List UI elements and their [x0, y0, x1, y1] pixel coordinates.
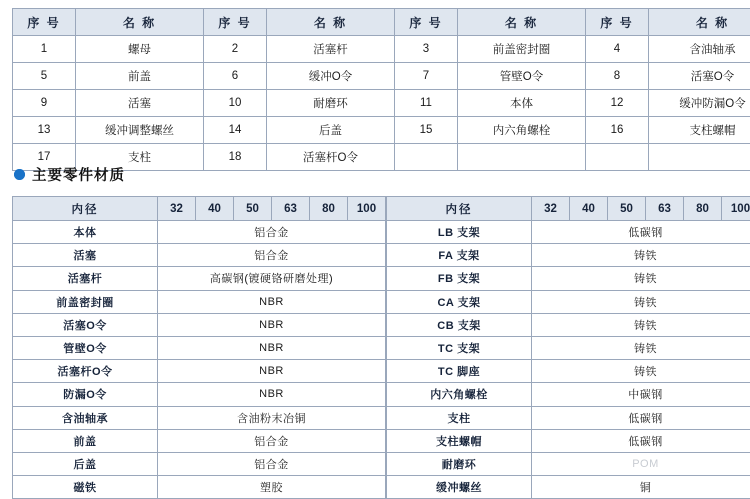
cell-no-empty — [395, 144, 458, 171]
row-label: 活塞 — [13, 244, 158, 267]
row-value: 铸铁 — [532, 360, 750, 383]
header-size-100: 100 — [348, 197, 386, 221]
table-row — [13, 267, 386, 290]
row-value: 高碳钢(镀硬铬研磨处理) — [158, 267, 386, 290]
table-row — [13, 290, 386, 313]
cell-no: 5 — [13, 63, 76, 90]
cell-name-empty — [458, 144, 586, 171]
table-row — [13, 406, 386, 429]
row-label: 活塞杆O令 — [13, 360, 158, 383]
material-table-left-container — [12, 196, 386, 499]
table-row — [387, 476, 750, 499]
row-label: 耐磨环 — [387, 452, 532, 475]
row-label: 活塞O令 — [13, 313, 158, 336]
cell-no: 15 — [395, 117, 458, 144]
material-left-body — [13, 221, 386, 499]
table-row — [387, 360, 750, 383]
row-value: 铝合金 — [158, 244, 386, 267]
cell-name: 管壁O令 — [458, 63, 586, 90]
header-name-3: 名 称 — [458, 9, 586, 36]
cell-name: 本体 — [458, 90, 586, 117]
cell-no: 18 — [204, 144, 267, 171]
table-header-row — [387, 197, 750, 221]
cell-name: 活塞 — [76, 90, 204, 117]
table-row — [13, 336, 386, 359]
row-label: 缓冲螺丝 — [387, 476, 532, 499]
cell-name: 螺母 — [76, 36, 204, 63]
row-value: 塑胶 — [158, 476, 386, 499]
row-value: 铸铁 — [532, 313, 750, 336]
parts-table-header — [13, 9, 750, 36]
material-table-left — [12, 196, 386, 499]
table-row — [13, 360, 386, 383]
row-label: 前盖密封圈 — [13, 290, 158, 313]
row-value: 铝合金 — [158, 452, 386, 475]
cell-name-empty — [649, 144, 750, 171]
row-value: NBR — [158, 360, 386, 383]
row-label: 后盖 — [13, 452, 158, 475]
section-heading — [14, 164, 125, 185]
table-row — [13, 90, 750, 117]
header-size-50: 50 — [234, 197, 272, 221]
header-size-100: 100 — [722, 197, 750, 221]
parts-table-body — [13, 36, 750, 171]
page-title: 主要零件材质 — [32, 164, 125, 185]
header-size-40: 40 — [570, 197, 608, 221]
cell-no: 17 — [13, 144, 76, 171]
material-table-right — [386, 196, 750, 499]
cell-no: 3 — [395, 36, 458, 63]
row-label: 前盖 — [13, 429, 158, 452]
cell-name: 缓冲调整螺丝 — [76, 117, 204, 144]
material-table-right-container — [386, 196, 750, 499]
cell-no: 7 — [395, 63, 458, 90]
cell-no: 10 — [204, 90, 267, 117]
header-no-2: 序 号 — [204, 9, 267, 36]
header-size-50: 50 — [608, 197, 646, 221]
material-right-body — [387, 221, 750, 499]
header-size-80: 80 — [310, 197, 348, 221]
header-size-80: 80 — [684, 197, 722, 221]
cell-no: 2 — [204, 36, 267, 63]
row-label: TC 脚座 — [387, 360, 532, 383]
cell-name: 后盖 — [267, 117, 395, 144]
cell-name: 内六角螺栓 — [458, 117, 586, 144]
cell-no: 9 — [13, 90, 76, 117]
table-row — [387, 267, 750, 290]
cell-no: 1 — [13, 36, 76, 63]
table-row — [13, 429, 386, 452]
row-value: 低碳钢 — [532, 406, 750, 429]
header-no-4: 序 号 — [586, 9, 649, 36]
cell-no: 11 — [395, 90, 458, 117]
header-size-40: 40 — [196, 197, 234, 221]
parts-number-table — [12, 8, 750, 171]
material-left-header — [13, 197, 386, 221]
row-value: 铸铁 — [532, 336, 750, 359]
table-row — [387, 244, 750, 267]
header-size-63: 63 — [272, 197, 310, 221]
cell-name: 缓冲防漏O令 — [649, 90, 750, 117]
header-name-2: 名 称 — [267, 9, 395, 36]
row-value: 低碳钢 — [532, 221, 750, 244]
row-value: 低碳钢 — [532, 429, 750, 452]
table-row — [387, 406, 750, 429]
header-bore-label: 内径 — [387, 197, 532, 221]
table-row — [13, 244, 386, 267]
row-label: 活塞杆 — [13, 267, 158, 290]
table-row — [13, 476, 386, 499]
row-label: 支柱螺帽 — [387, 429, 532, 452]
header-no-1: 序 号 — [13, 9, 76, 36]
table-row — [13, 117, 750, 144]
cell-no-empty — [586, 144, 649, 171]
cell-name: 活塞O令 — [649, 63, 750, 90]
header-size-32: 32 — [158, 197, 196, 221]
table-row — [13, 383, 386, 406]
row-label: 防漏O令 — [13, 383, 158, 406]
cell-name: 缓冲O令 — [267, 63, 395, 90]
parts-number-table-container — [12, 8, 738, 171]
row-label: 支柱 — [387, 406, 532, 429]
cell-name: 含油轴承 — [649, 36, 750, 63]
cell-name: 活塞杆 — [267, 36, 395, 63]
row-value: POM — [532, 452, 750, 475]
cell-no: 16 — [586, 117, 649, 144]
row-label: 本体 — [13, 221, 158, 244]
table-row — [13, 36, 750, 63]
table-row — [13, 221, 386, 244]
table-row — [387, 221, 750, 244]
row-label: CA 支架 — [387, 290, 532, 313]
row-label: LB 支架 — [387, 221, 532, 244]
header-name-4: 名 称 — [649, 9, 750, 36]
header-name-1: 名 称 — [76, 9, 204, 36]
header-bore-label: 内径 — [13, 197, 158, 221]
row-value: NBR — [158, 313, 386, 336]
cell-no: 14 — [204, 117, 267, 144]
cell-no: 13 — [13, 117, 76, 144]
row-label: 管壁O令 — [13, 336, 158, 359]
table-row — [387, 452, 750, 475]
cell-no: 12 — [586, 90, 649, 117]
header-size-32: 32 — [532, 197, 570, 221]
row-value: 铜 — [532, 476, 750, 499]
row-value: 铸铁 — [532, 244, 750, 267]
row-value: 铝合金 — [158, 221, 386, 244]
row-value: NBR — [158, 383, 386, 406]
bullet-icon — [14, 169, 25, 180]
row-value: 铸铁 — [532, 267, 750, 290]
row-value: NBR — [158, 290, 386, 313]
row-label: 内六角螺栓 — [387, 383, 532, 406]
table-row — [387, 429, 750, 452]
material-right-header — [387, 197, 750, 221]
cell-name: 活塞杆O令 — [267, 144, 395, 171]
row-label: FB 支架 — [387, 267, 532, 290]
row-value: 铸铁 — [532, 290, 750, 313]
cell-name: 前盖密封圈 — [458, 36, 586, 63]
table-header-row — [13, 197, 386, 221]
row-value: 中碳钢 — [532, 383, 750, 406]
cell-no: 4 — [586, 36, 649, 63]
row-value: 含油粉末冶铜 — [158, 406, 386, 429]
row-label: CB 支架 — [387, 313, 532, 336]
row-label: 含油轴承 — [13, 406, 158, 429]
cell-name: 前盖 — [76, 63, 204, 90]
table-row — [387, 290, 750, 313]
header-no-3: 序 号 — [395, 9, 458, 36]
cell-no: 6 — [204, 63, 267, 90]
table-row — [13, 452, 386, 475]
table-header-row — [13, 9, 750, 36]
row-label: TC 支架 — [387, 336, 532, 359]
table-row — [13, 63, 750, 90]
table-row — [387, 313, 750, 336]
cell-name: 支柱螺帽 — [649, 117, 750, 144]
row-label: FA 支架 — [387, 244, 532, 267]
cell-name: 耐磨环 — [267, 90, 395, 117]
row-value: NBR — [158, 336, 386, 359]
table-row — [387, 383, 750, 406]
table-row — [13, 313, 386, 336]
row-value: 铝合金 — [158, 429, 386, 452]
row-label: 磁铁 — [13, 476, 158, 499]
cell-name: 支柱 — [76, 144, 204, 171]
header-size-63: 63 — [646, 197, 684, 221]
table-row — [387, 336, 750, 359]
cell-no: 8 — [586, 63, 649, 90]
